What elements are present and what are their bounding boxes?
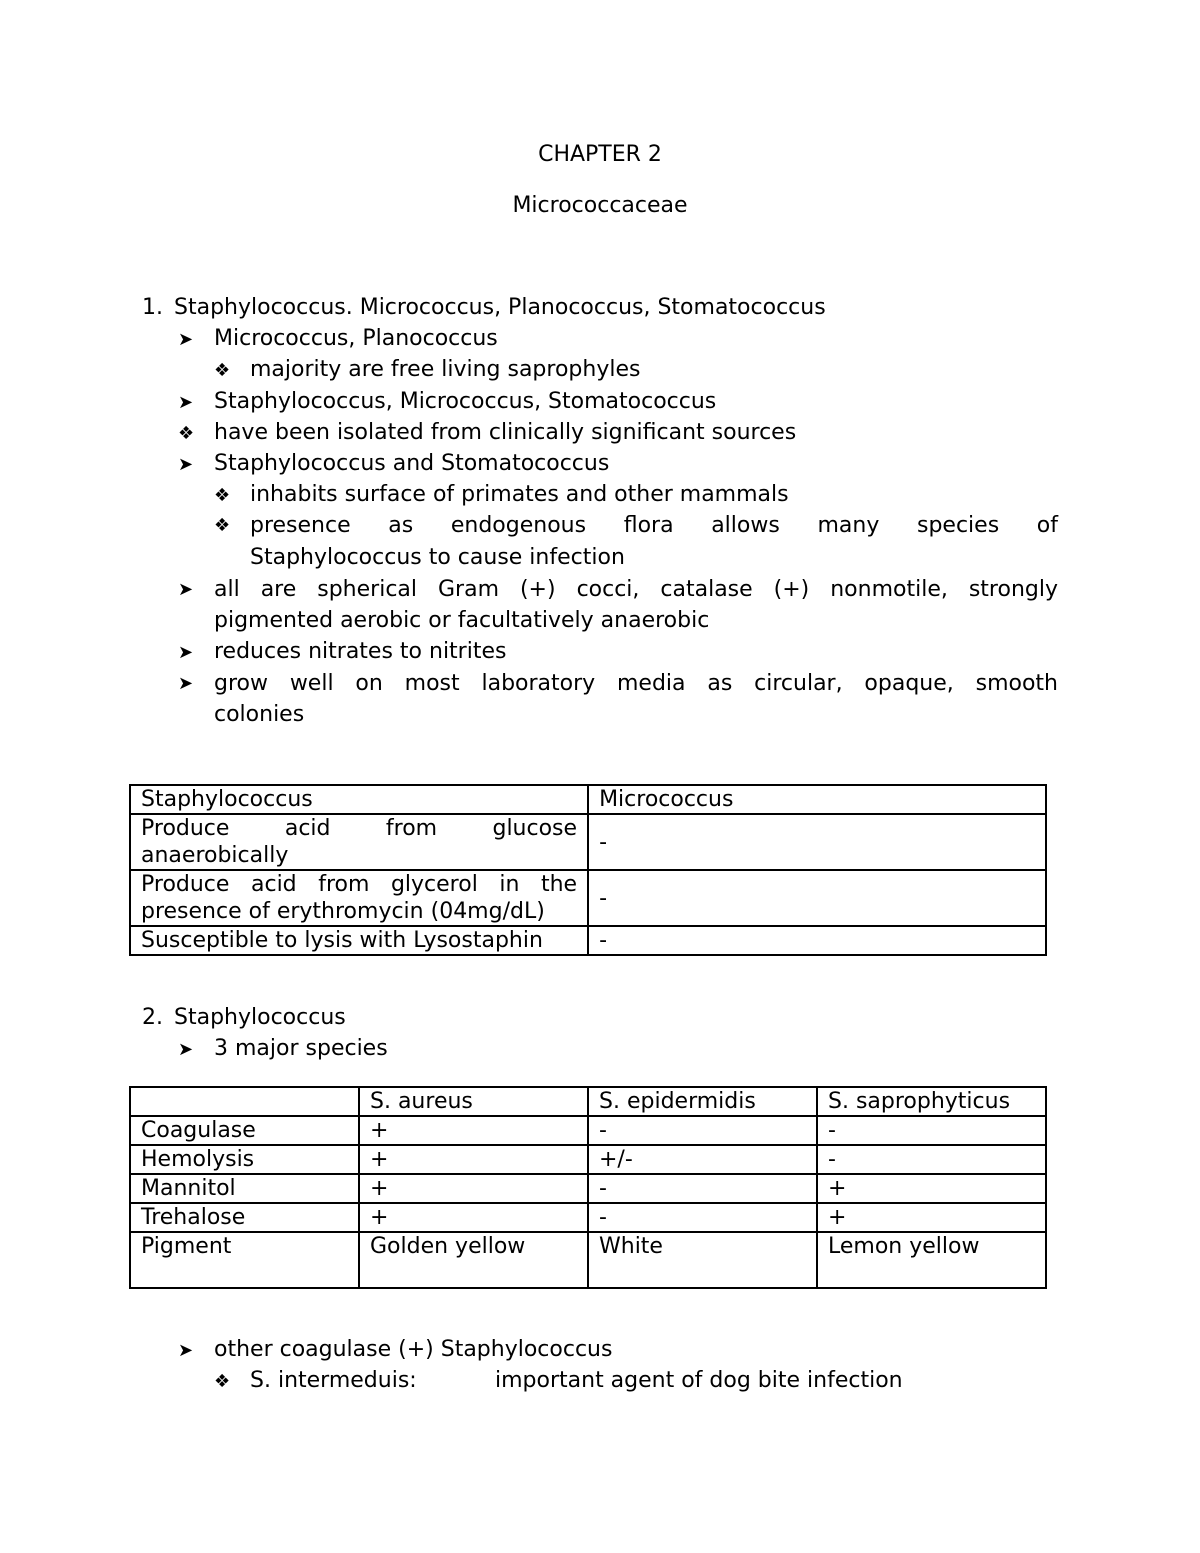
- table-header-row: [130, 1087, 1046, 1116]
- table-cell: -: [588, 1116, 817, 1145]
- table-cell: Trehalose: [130, 1203, 359, 1232]
- list-item: ➤ Micrococcus, Planococcus: [178, 324, 498, 355]
- list-item: ➤ grow well on most laboratory media as circular, opaque, smooth: [178, 669, 1058, 699]
- table-row: [130, 1203, 1046, 1232]
- table-header-cell: Micrococcus: [588, 785, 1046, 814]
- section-2-number: 2.: [142, 1005, 163, 1030]
- list-item: ➤ other coagulase (+) Staphylococcus: [178, 1335, 612, 1366]
- table-cell: -: [817, 1116, 1046, 1145]
- chapter-subtitle: Micrococcaceae: [512, 193, 688, 218]
- section-1-number: 1.: [142, 295, 163, 320]
- list-item: ➤ Staphylococcus, Micrococcus, Stomatococcus: [178, 387, 716, 418]
- list-item: ➤ all are spherical Gram (+) cocci, catalase (+) nonmotile, strongly: [178, 575, 1058, 605]
- table-row: [130, 926, 1046, 955]
- table-cell: +: [359, 1203, 588, 1232]
- species-description: important agent of dog bite infection: [495, 1368, 903, 1393]
- arrow-bullet-icon: ➤: [178, 454, 194, 475]
- table-cell: -: [588, 870, 1046, 926]
- table-cell: Susceptible to lysis with Lysostaphin: [130, 926, 588, 955]
- table-cell: +: [359, 1145, 588, 1174]
- list-item-continuation: colonies: [214, 702, 305, 727]
- table-cell: +: [817, 1174, 1046, 1203]
- table-cell: Produce acid from glycerol in the presence of erythromycin (04mg/dL): [130, 870, 588, 926]
- chapter-title: CHAPTER 2: [538, 142, 662, 167]
- table-header-cell: Staphylococcus: [130, 785, 588, 814]
- diamond-bullet-icon: ❖: [214, 515, 231, 536]
- table-cell: Golden yellow: [359, 1232, 588, 1288]
- arrow-bullet-icon: ➤: [178, 1340, 194, 1361]
- table-cell: +: [817, 1203, 1046, 1232]
- table-cell: +/-: [588, 1145, 817, 1174]
- list-item-continuation: Staphylococcus to cause infection: [250, 545, 625, 570]
- table-cell: Hemolysis: [130, 1145, 359, 1174]
- arrow-bullet-icon: ➤: [178, 392, 194, 413]
- list-item: ➤ 3 major species: [178, 1034, 388, 1065]
- table-cell: +: [359, 1116, 588, 1145]
- table-header-cell: S. epidermidis: [588, 1087, 817, 1116]
- table-cell: -: [817, 1145, 1046, 1174]
- species-label: S. intermeduis:: [250, 1368, 417, 1393]
- table-row: [130, 870, 1046, 926]
- table-row: [130, 814, 1046, 870]
- comparison-table: [129, 784, 1047, 956]
- table-row: [130, 1145, 1046, 1174]
- list-item: ❖ presence as endogenous flora allows many species of: [214, 511, 1058, 541]
- diamond-bullet-icon: ❖: [214, 485, 231, 506]
- section-2-heading: 2. Staphylococcus: [142, 1003, 346, 1033]
- table-cell: Produce acid from glucose anaerobically: [130, 814, 588, 870]
- arrow-bullet-icon: ➤: [178, 329, 194, 350]
- diamond-bullet-icon: ❖: [214, 1371, 231, 1392]
- list-item: ❖ majority are free living saprophyles: [214, 355, 640, 386]
- arrow-bullet-icon: ➤: [178, 1039, 194, 1060]
- table-cell: -: [588, 926, 1046, 955]
- diamond-bullet-icon: ❖: [178, 423, 195, 444]
- table-header-cell: S. saprophyticus: [817, 1087, 1046, 1116]
- arrow-bullet-icon: ➤: [178, 642, 194, 663]
- arrow-bullet-icon: ➤: [178, 673, 194, 694]
- list-item-continuation: pigmented aerobic or facultatively anaerobic: [214, 608, 710, 633]
- table-cell: Mannitol: [130, 1174, 359, 1203]
- arrow-bullet-icon: ➤: [178, 579, 194, 600]
- table-cell: -: [588, 1203, 817, 1232]
- table-cell: Coagulase: [130, 1116, 359, 1145]
- table-row: [130, 1116, 1046, 1145]
- table-header-row: [130, 785, 1046, 814]
- table-header-cell: S. aureus: [359, 1087, 588, 1116]
- diamond-bullet-icon: ❖: [214, 360, 231, 381]
- list-item: ❖ inhabits surface of primates and other mammals: [214, 480, 789, 511]
- table-row: [130, 1232, 1046, 1288]
- list-item: ➤ reduces nitrates to nitrites: [178, 637, 506, 668]
- table-row: [130, 1174, 1046, 1203]
- table-cell: +: [359, 1174, 588, 1203]
- list-item: [214, 1366, 903, 1397]
- table-cell: White: [588, 1232, 817, 1288]
- list-item: ➤ Staphylococcus and Stomatococcus: [178, 449, 609, 480]
- list-item: ❖ have been isolated from clinically significant sources: [178, 418, 796, 449]
- table-cell: -: [588, 814, 1046, 870]
- table-cell: Pigment: [130, 1232, 359, 1288]
- table-cell: -: [588, 1174, 817, 1203]
- species-table: [129, 1086, 1047, 1289]
- table-header-cell: [130, 1087, 359, 1116]
- table-cell: Lemon yellow: [817, 1232, 1046, 1288]
- section-1-heading: 1. Staphylococcus. Micrococcus, Planococcus, Stomatococcus: [142, 293, 826, 323]
